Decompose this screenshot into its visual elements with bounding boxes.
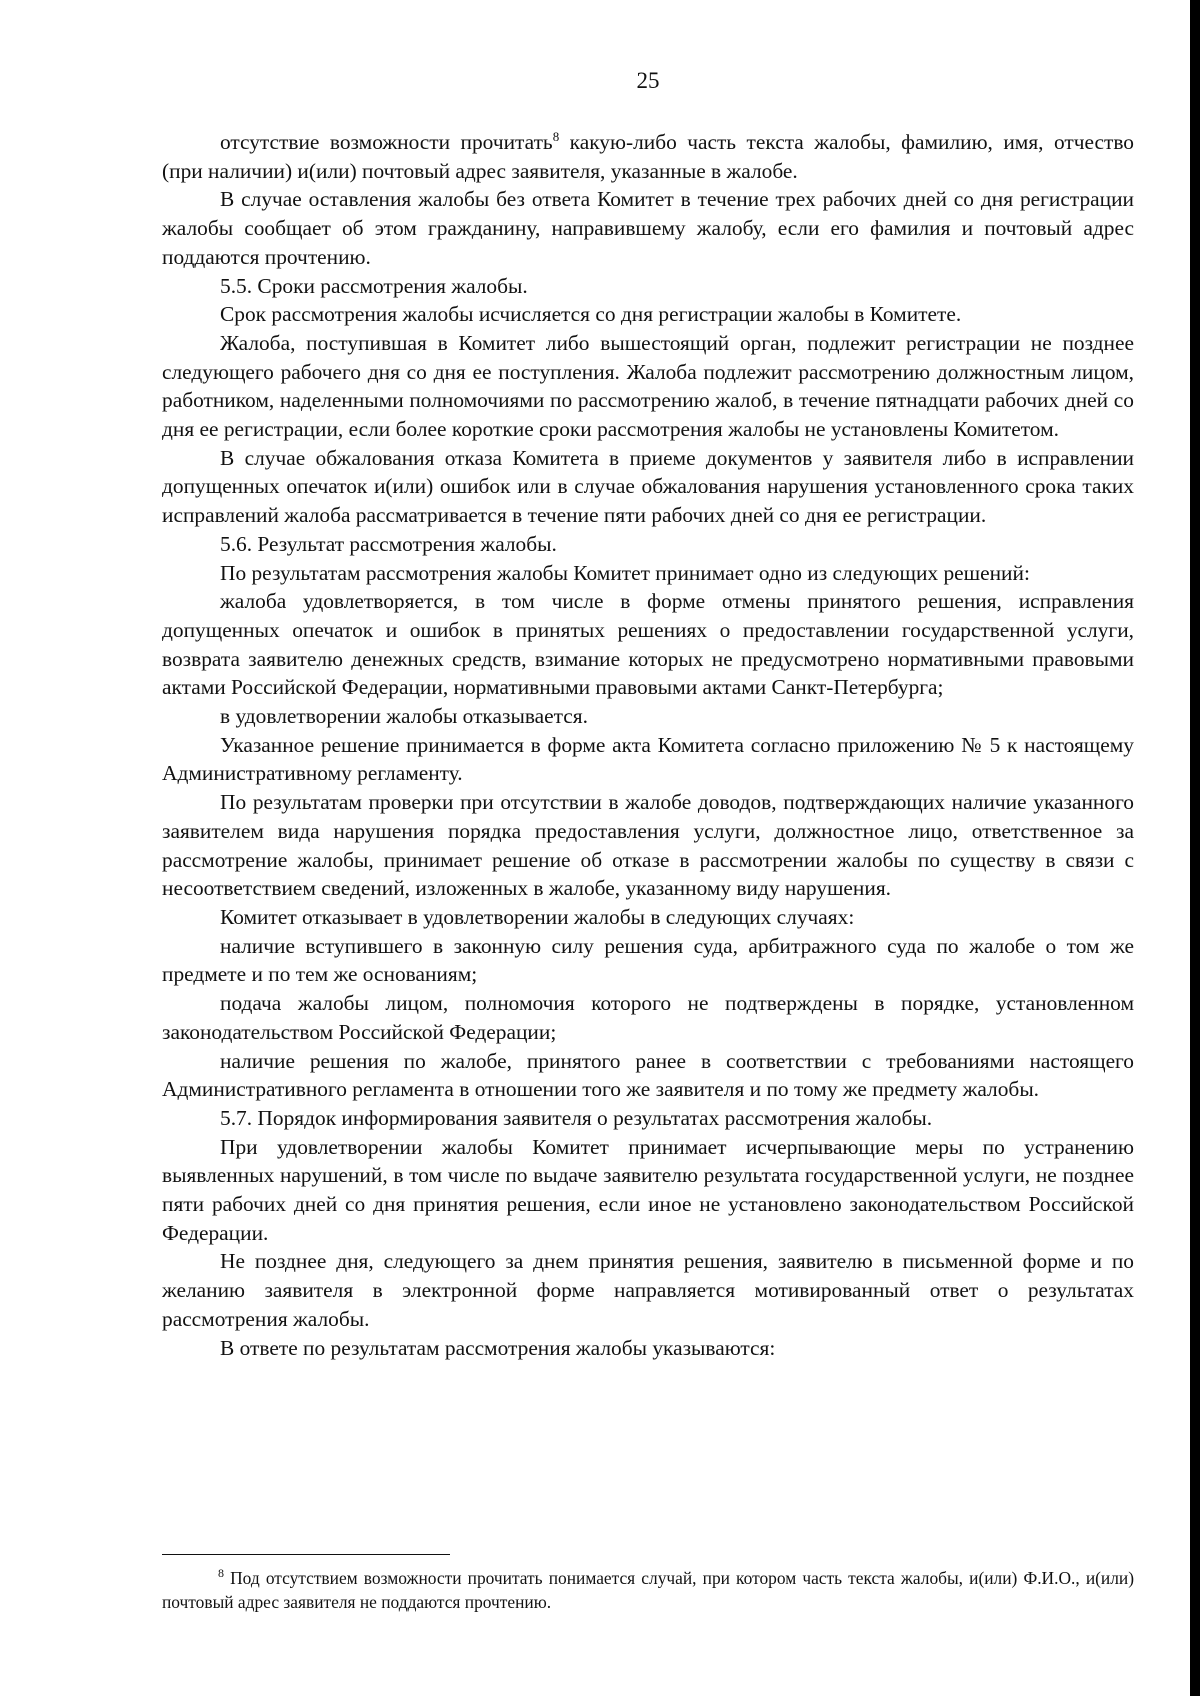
footnote-divider <box>162 1554 450 1555</box>
page-number: 25 <box>636 68 660 93</box>
paragraph: Указанное решение принимается в форме акта Комитета согласно приложению № 5 к настоящему Административному регламенту. <box>162 732 1134 786</box>
footnote <box>162 1566 1134 1614</box>
list-item: жалоба удовлетворяется, в том числе в форме отмены принятого решения, исправления допущенных опечаток и ошибок в принятых решениях о предоставлении государственной услуги, возврата заявителю денежных средств, взимание которых не предусмотрено нормативными правовыми актами Российской Федерации, нормативными правовыми актами Санкт-Петербурга; <box>162 589 1134 700</box>
paragraph: Срок рассмотрения жалобы исчисляется со дня регистрации жалобы в Комитете. <box>220 302 962 327</box>
paragraph: В ответе по результатам рассмотрения жалобы указываются: <box>220 1335 776 1360</box>
section-heading: 5.6. Результат рассмотрения жалобы. <box>220 531 557 556</box>
list-item: наличие вступившего в законную силу решения суда, арбитражного суда по жалобе о том же предмете и по тем же основаниям; <box>162 933 1134 987</box>
section-heading: 5.7. Порядок информирования заявителя о результатах рассмотрения жалобы. <box>220 1105 933 1130</box>
paragraph: В случае оставления жалобы без ответа Комитет в течение трех рабочих дней со дня регистрации жалобы сообщает об этом гражданину, направившему жалобу, если его фамилия и почтовый адрес поддаются прочтению. <box>162 187 1134 269</box>
footnote-text <box>162 1566 1134 1614</box>
footnote-marker: 8 <box>218 1566 224 1581</box>
section-heading: 5.5. Сроки рассмотрения жалобы. <box>220 273 528 298</box>
paragraph: По результатам проверки при отсутствии в жалобе доводов, подтверждающих наличие указанного заявителем вида нарушения порядка предоставления услуги, должностное лицо, ответственное за рассмотрение жалобы, принимает решение об отказе в рассмотрении жалобы по существу в связи с несоответствием сведений, изложенных в жалобе, указанному виду нарушения. <box>162 790 1134 901</box>
paragraph: Комитет отказывает в удовлетворении жалобы в следующих случаях: <box>220 904 855 929</box>
paragraph-text: отсутствие возможности прочитать <box>220 130 553 154</box>
paragraph: При удовлетворении жалобы Комитет принимает исчерпывающие меры по устранению выявленных нарушений, в том числе по выдаче заявителю результата государственной услуги, не позднее пяти рабочих дней со дня принятия решения, если иное не установлено законодательством Российской Федерации. <box>162 1134 1134 1245</box>
document-body <box>162 128 1134 1362</box>
paragraph <box>162 128 1134 185</box>
paragraph: В случае обжалования отказа Комитета в приеме документов у заявителя либо в исправлении допущенных опечаток и(или) ошибок или в случае обжалования нарушения установленного срока таких исправлений жалоба рассматривается в течение пяти рабочих дней со дня ее регистрации. <box>162 445 1134 528</box>
paragraph: Не позднее дня, следующего за днем принятия решения, заявителю в письменной форме и по желанию заявителя в электронной форме направляется мотивированный ответ о результатах рассмотрения жалобы. <box>162 1249 1134 1331</box>
list-item: подача жалобы лицом, полномочия которого не подтверждены в порядке, установленном законодательством Российской Федерации; <box>162 991 1134 1044</box>
footnote-body: Под отсутствием возможности прочитать понимается случай, при котором часть текста жалобы, и(или) Ф.И.О., и(или) почтовый адрес заявителя не поддаются прочтению. <box>162 1568 1134 1612</box>
paragraph-text: какую-либо часть текста жалобы, фамилию, имя, отчество (при наличии) и(или) почтовый адрес заявителя, указанные в жалобе. <box>162 130 1134 183</box>
scan-edge <box>1190 0 1200 1696</box>
paragraph: Жалоба, поступившая в Комитет либо вышестоящий орган, подлежит регистрации не позднее следующего рабочего дня со дня ее поступления. Жалоба подлежит рассмотрению должностным лицом, работником, наделенными полномочиями по рассмотрению жалоб, в течение пятнадцати рабочих дней со дня ее регистрации, если более короткие сроки рассмотрения жалобы не установлены Комитетом. <box>162 330 1134 442</box>
footnote-reference[interactable]: 8 <box>552 128 560 144</box>
list-item: наличие решения по жалобе, принятого ранее в соответствии с требованиями настоящего Административного регламента в отношении того же заявителя и по тому же предмету жалобы. <box>162 1048 1134 1102</box>
paragraph: По результатам рассмотрения жалобы Комитет принимает одно из следующих решений: <box>220 560 1030 585</box>
list-item: в удовлетворении жалобы отказывается. <box>220 704 588 729</box>
